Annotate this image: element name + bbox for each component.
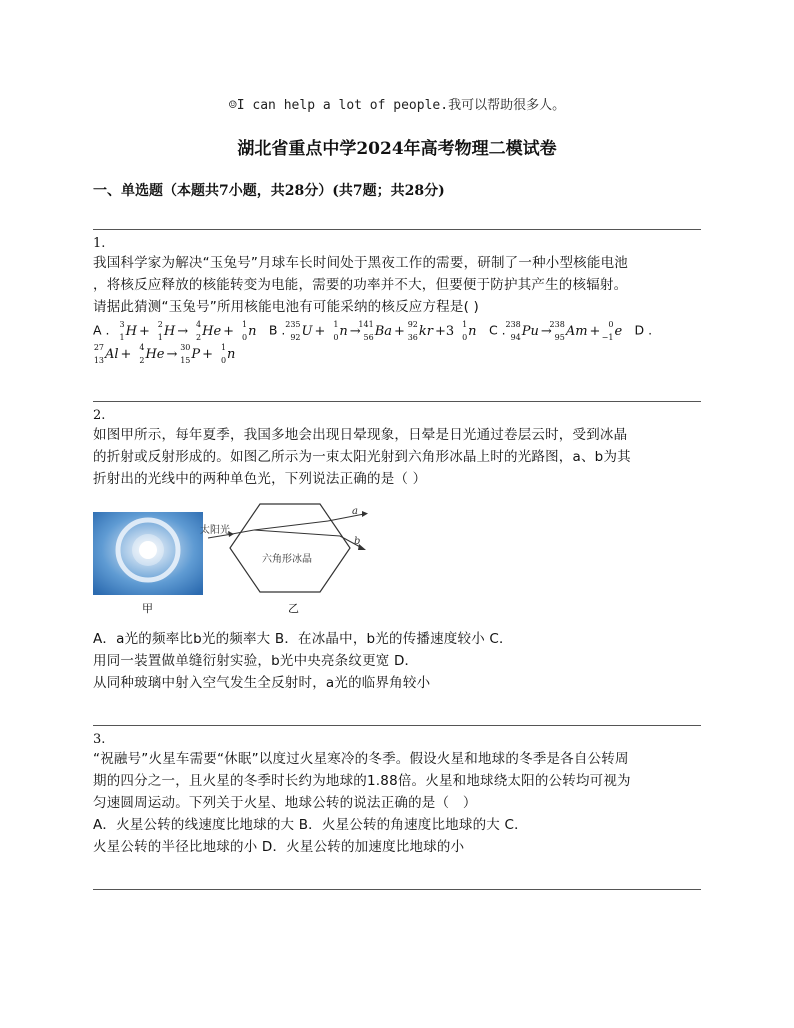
nuclide-index: 1 0 (462, 320, 468, 342)
option-c-letter[interactable]: C . (488, 322, 506, 338)
nuclide-symbol: n (339, 323, 348, 339)
option-line[interactable]: A．火星公转的线速度比地球的大 B．火星公转的角速度比地球的大 C． (93, 817, 528, 833)
option-b-equation[interactable] (285, 320, 477, 342)
equation-operator: + (202, 346, 214, 362)
nuclide-symbol: H (163, 323, 176, 339)
nuclide-symbol: Ba (374, 323, 392, 339)
nuclide-symbol: n (248, 323, 257, 339)
option-line[interactable]: 火星公转的半径比地球的小 D．火星公转的加速度比地球的小 (93, 839, 465, 855)
equation-operator: + (589, 323, 601, 339)
question-stem (93, 748, 705, 814)
question-number: 1. (93, 236, 106, 251)
nuclide-symbol: Pu (521, 323, 539, 339)
equation-operator: +3 (435, 323, 455, 339)
figure-label-right: 乙 (288, 602, 299, 615)
equation-operator: + (223, 323, 235, 339)
option-line[interactable]: A．a光的频率比b光的频率大 B．在冰晶中，b光的传播速度较小 C． (93, 631, 513, 647)
nuclide-symbol: e (614, 323, 623, 339)
question-stem (93, 424, 705, 490)
ice-crystal-diagram (196, 500, 386, 600)
nuclide-symbol: H (125, 323, 137, 339)
stem-line: ，将核反应释放的核能转变为电能，需要的功率并不大，但要便于防护其产生的核辐射。 (93, 277, 628, 293)
nuclide-index: 0 −1 (601, 320, 614, 342)
equation-operator: → (166, 346, 178, 362)
header-motto: ☺I can help a lot of people.我可以帮助很多人。 (228, 98, 566, 113)
nuclide-index: 235 92 (285, 320, 301, 342)
option-a-equation[interactable] (114, 320, 257, 342)
nuclide-index: 1 0 (220, 343, 227, 365)
page-title: 湖北省重点中学2024年高考物理二模试卷 (237, 139, 557, 159)
question-number: 3. (93, 732, 106, 747)
stem-line: 请据此猜测“玉兔号”所用核能电池有可能采纳的核反应方程是( ) (93, 299, 480, 315)
equation-operator: + (120, 346, 132, 362)
equation-operator: + (138, 323, 150, 339)
nuclide-symbol: P (191, 346, 201, 362)
nuclide-index: 4 2 (139, 343, 145, 365)
stem-line: 期的四分之一，且火星的冬季时长约为地球的1.88倍。火星和地球绕太阳的公转均可视为 (93, 773, 631, 789)
question-stem (93, 252, 705, 318)
stem-line: 如图甲所示，每年夏季，我国多地会出现日晕现象，日晕是日光通过卷层云时，受到冰晶 (93, 427, 628, 443)
divider (93, 725, 701, 726)
question-options (93, 814, 705, 858)
nuclide-index: 27 13 (93, 343, 104, 365)
equation-operator: → (177, 323, 189, 339)
nuclide-index: 4 2 (196, 320, 202, 342)
option-c-equation[interactable] (505, 320, 623, 342)
options-row (93, 343, 235, 365)
figure-label-left: 甲 (142, 602, 153, 615)
stem-line: 匀速圆周运动。下列关于火星、地球公转的说法正确的是（ ） (93, 795, 477, 811)
nuclide-symbol: Am (565, 323, 588, 339)
options-row (93, 320, 652, 342)
nuclide-index: 238 94 (505, 320, 521, 342)
equation-operator: + (314, 323, 326, 339)
nuclide-index: 1 0 (333, 320, 339, 342)
crystal-label: 六角形冰晶 (262, 554, 312, 565)
equation-operator: → (540, 323, 552, 339)
equation-operator: + (394, 323, 405, 339)
nuclide-index: 2 1 (157, 320, 163, 342)
nuclide-index: 141 56 (358, 320, 374, 342)
nuclide-symbol: kr (418, 323, 433, 339)
stem-line: “祝融号”火星车需要“休眠”以度过火星寒冷的冬季。假设火星和地球的冬季是各自公转周 (93, 751, 629, 767)
option-d-letter[interactable]: D . (634, 322, 653, 338)
option-b-letter[interactable]: B . (268, 322, 286, 338)
nuclide-index: 30 15 (180, 343, 191, 365)
question-options (93, 628, 705, 694)
sun-halo-photo (93, 512, 203, 595)
stem-line: 我国科学家为解决“玉兔号”月球车长时间处于黑夜工作的需要，研制了一种小型核能电池 (93, 255, 628, 271)
ray-b-label: b (354, 536, 361, 547)
nuclide-index: 1 0 (241, 320, 248, 342)
nuclide-index: 92 36 (407, 320, 418, 342)
stem-line: 的折射或反射形成的。如图乙所示为一束太阳光射到六角形冰晶上时的光路图，a、b为其 (93, 449, 631, 465)
nuclide-symbol: Al (105, 346, 119, 362)
nuclide-symbol: He (145, 346, 165, 362)
section-title: 一、单选题（本题共7小题，共28分）(共7题；共28分) (93, 183, 445, 199)
nuclide-index: 238 95 (549, 320, 565, 342)
stem-line: 折射出的光线中的两种单色光，下列说法正确的是（ ） (93, 471, 427, 487)
option-line[interactable]: 从同种玻璃中射入空气发生全反射时，a光的临界角较小 (93, 675, 431, 691)
nuclide-symbol: n (468, 323, 477, 339)
hexagon-crystal (230, 504, 350, 592)
option-d-equation[interactable] (93, 343, 236, 365)
option-a-letter[interactable]: A . (93, 322, 110, 338)
equation-operator: → (349, 323, 361, 339)
nuclide-index: 3 1 (119, 320, 125, 342)
sunlight-label: 太阳光 (200, 525, 230, 536)
divider (93, 889, 701, 890)
nuclide-symbol: He (202, 323, 222, 339)
ray-a-label: a (352, 506, 358, 517)
divider (93, 229, 701, 230)
divider (93, 401, 701, 402)
option-line[interactable]: 用同一装置做单缝衍射实验，b光中央亮条纹更宽 D． (93, 653, 419, 669)
nuclide-symbol: n (227, 346, 236, 362)
question-number: 2. (93, 408, 106, 423)
nuclide-symbol: U (301, 323, 313, 339)
